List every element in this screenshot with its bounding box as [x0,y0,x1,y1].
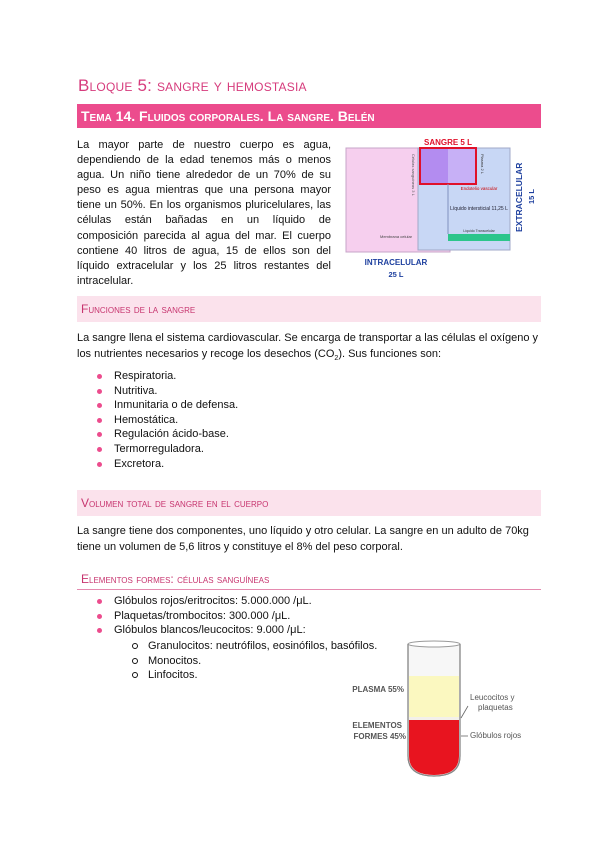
linfa-label: Líquido Transcelular [463,229,495,233]
block-title: Bloque 5: sangre y hemostasia [78,76,307,95]
extracelular-value: 15 L [527,188,536,204]
leucocitos-label-1: Leucocitos y [470,693,515,702]
intracelular-label: INTRACELULAR [364,258,428,267]
blood-tube-diagram [336,636,546,786]
list-item: Linfocitos. [132,668,377,683]
extracelular-label: EXTRACELULAR [514,162,524,232]
co2-subscript: 2 [334,355,339,363]
funciones-paragraph [77,330,543,367]
plasma-label: Plasma 2 L [480,154,485,175]
transcelular-box [448,234,510,241]
fluid-compartments-diagram [340,132,545,292]
funciones-text-after: ). Sus funciones son: [338,348,442,360]
leucocitos-label-2: plaquetas [478,703,513,712]
list-item: Glóbulos rojos/eritrocitos: 5.000.000 /μL. [94,594,312,609]
membrana-label: Membrana celular [379,234,413,239]
buffy-coat-layer [409,717,459,720]
eritrocitos-label: Células sanguíneas 3 L [411,154,416,196]
volumen-paragraph: La sangre tiene dos componentes, uno líquido y otro celular. La sangre en un adulto de 70kg tiene un volumen de 5,6 litros y constituye el 8% del peso corporal. [77,525,529,553]
rbc-layer [409,720,459,775]
list-item: Regulación ácido-base. [94,427,238,442]
elementos-percent-label-2: FORMES 45% [353,732,406,741]
list-item: Plaquetas/trombocitos: 300.000 /μL. [94,609,312,624]
list-item: Glóbulos blancos/leucocitos: 9.000 /μL: [94,623,312,638]
globulos-rojos-label: Glóbulos rojos [470,731,522,740]
sangre-label: SANGRE 5 L [423,138,473,147]
list-item: Nutritiva. [94,384,238,399]
plasma-box [448,149,475,183]
elementos-heading: Elementos formes: células sanguíneas [77,570,541,590]
list-item: Respiratoria. [94,369,238,384]
elementos-list [94,594,312,638]
list-item: Granulocitos: neutrófilos, eosinófilos, basófilos. [132,639,377,654]
elementos-percent-label-1: ELEMENTOS [352,721,402,730]
topic-title-bar: Tema 14. Fluidos corporales. La sangre. Belén [77,104,541,128]
intersticial-label: Líquido intersticial 11,25 L [450,206,508,212]
intro-paragraph: La mayor parte de nuestro cuerpo es agua, dependiendo de la edad tenemos más o menos agua. Un niño tiene alrededor de un 70% de su peso es agua mientras que una persona mayor tiene un 50%. En los organismos pluricelulares, las células están bañadas en un líquido de composición parecida al agua del mar. El cuerpo contiene 40 litros de agua, 15 de ellos son del líquido extracelular y los 25 litros restantes del intracelular. [77,139,331,287]
funciones-text-before: La sangre llena el sistema cardiovascular. Se encarga de transportar a las células el oxígeno y los nutrientes necesarios y recoge los desechos (CO [77,332,539,360]
list-item: Inmunitaria o de defensa. [94,398,238,413]
list-item: Monocitos. [132,654,377,669]
endotelio-label: Endotelio vascular [460,186,498,191]
plasma-layer [409,676,459,718]
plasma-percent-label: PLASMA 55% [352,685,404,694]
funciones-list [94,369,238,471]
volumen-heading: Volumen total de sangre en el cuerpo [77,490,541,516]
list-item: Hemostática. [94,413,238,428]
list-item: Termorreguladora. [94,442,238,457]
list-item: Excretora. [94,457,238,472]
funciones-heading: Funciones de la sangre [77,296,541,322]
intracelular-value: 25 L [388,270,404,279]
